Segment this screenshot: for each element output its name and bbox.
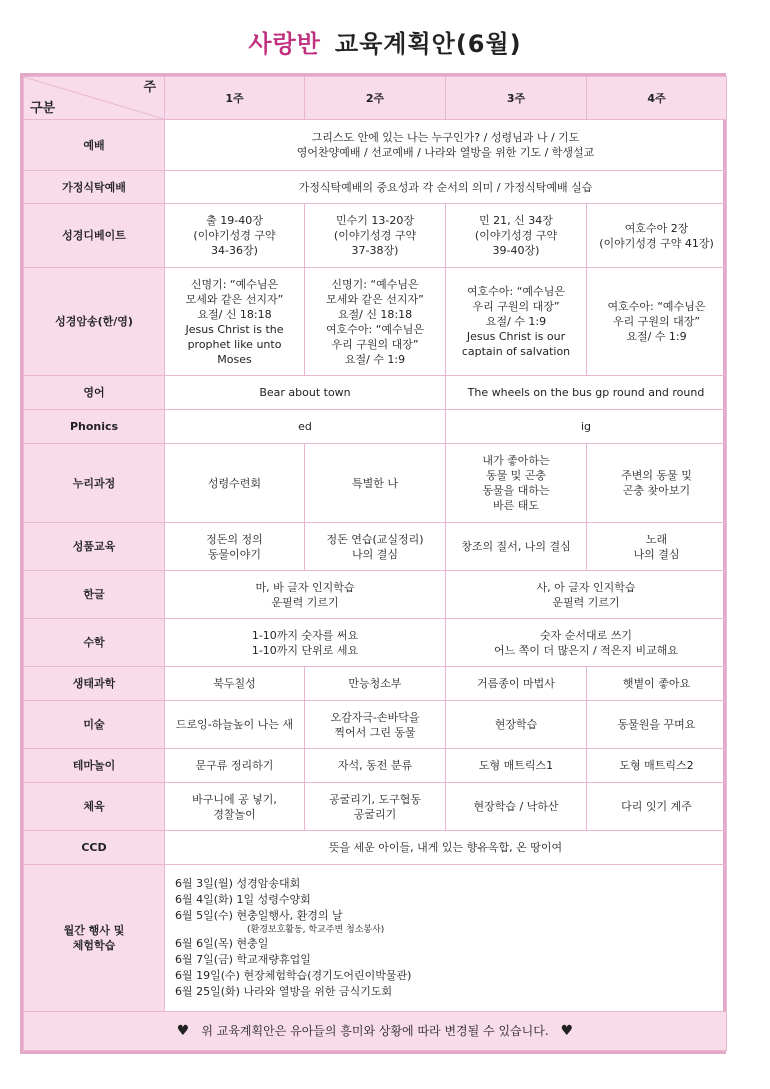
- cell: 자석, 동전 분류: [305, 749, 446, 783]
- row-label: 성경암송(한/영): [24, 268, 165, 376]
- cell-line: 신명기: “예수님은: [190, 277, 279, 291]
- cell: 성령수련회: [165, 444, 305, 523]
- footer-note: [24, 1012, 727, 1051]
- cell-line: 주변의 동물 및: [621, 469, 692, 482]
- cell: [165, 204, 305, 268]
- cell: [165, 268, 305, 376]
- cell-line: (이야기성경 구약 41장): [599, 236, 714, 250]
- cell: [587, 523, 727, 571]
- cell-line: 요절/ 수 1:9: [626, 330, 687, 343]
- cell-line: 영어찬양예배 / 선교예배 / 나라와 열방을 위한 기도 / 학생설교: [296, 146, 595, 159]
- cell: 문구류 정리하기: [165, 749, 305, 783]
- cell-line: 37-38장): [351, 244, 399, 257]
- cell-line: 우리 구원의 대장”: [472, 300, 560, 313]
- cell: 동물원을 꾸며요: [587, 701, 727, 749]
- cell-line: 운필력 기르기: [271, 595, 339, 609]
- cell: The wheels on the bus gp round and round: [446, 376, 727, 410]
- row-label: 가정식탁예배: [24, 171, 165, 204]
- cell-line: 여호수아: “예수님은: [467, 285, 565, 298]
- week-axis-label: 주: [143, 80, 156, 95]
- cell-line: 1-10까지 단위로 세요: [251, 643, 359, 657]
- cell: 햇볕이 좋아요: [587, 667, 727, 701]
- cell: 드로잉-하늘높이 나는 새: [165, 701, 305, 749]
- cell-line: 정돈의 정의: [206, 532, 263, 546]
- cell-line: 운필력 기르기: [552, 595, 620, 609]
- event-item: 6월 19일(수) 현장체험학습(경기도어린이박물관): [175, 969, 412, 982]
- week-header: 2주: [305, 77, 446, 120]
- cell-line: Jesus Christ is the: [185, 322, 284, 336]
- row-pe: [24, 783, 727, 831]
- plan-table: [23, 76, 727, 1051]
- cell-line: prophet like unto: [187, 337, 282, 351]
- footer-row: [24, 1012, 727, 1051]
- row-label: 한글: [24, 571, 165, 619]
- cell-line: 바른 태도: [492, 499, 539, 512]
- cell: ed: [165, 410, 446, 444]
- cell-line: 숫자 순서대로 쓰기: [539, 628, 632, 642]
- cell-line: Moses: [217, 352, 252, 366]
- cell-line: 정돈 연습(교실정리): [326, 532, 424, 546]
- row-phonics: [24, 410, 727, 444]
- row-label: 체육: [24, 783, 165, 831]
- cell-line: 모세와 같은 선지자”: [185, 292, 284, 306]
- row-english: [24, 376, 727, 410]
- row-label: 성경디베이트: [24, 204, 165, 268]
- title-text: 교육계획안(6월): [334, 30, 522, 58]
- week-header: 4주: [587, 77, 727, 120]
- plan-table-frame: [20, 73, 726, 1054]
- class-name: 사랑반: [248, 30, 321, 58]
- week-header: 1주: [165, 77, 305, 120]
- row-label: 테마놀이: [24, 749, 165, 783]
- row-hangul: [24, 571, 727, 619]
- cell: [165, 783, 305, 831]
- cell: [305, 523, 446, 571]
- cell-line: 어느 쪽이 더 많은지 / 적은지 비교해요: [493, 643, 679, 657]
- cell: 특별한 나: [305, 444, 446, 523]
- footer-text: 위 교육계획안은 유아들의 흥미와 상황에 따라 변경될 수 있습니다.: [201, 1023, 549, 1038]
- cell-line: 출 19-40장: [206, 214, 263, 227]
- cell-line: 모세와 같은 선지자”: [326, 292, 424, 306]
- cell: [446, 268, 587, 376]
- cell: 뜻을 세운 아이들, 내게 있는 향유옥합, 온 땅이여: [165, 831, 727, 865]
- heart-icon: ♥: [560, 1022, 574, 1039]
- event-item: 6월 5일(수) 현충일행사, 환경의 날: [175, 909, 343, 922]
- cell-line: 민수기 13-20장: [336, 214, 414, 227]
- cell: ig: [446, 410, 727, 444]
- cell-line: 곤충 찾아보기: [622, 484, 691, 497]
- row-label: Phonics: [24, 410, 165, 444]
- cell-line: (이야기성경 구약: [474, 229, 558, 242]
- row-theme: [24, 749, 727, 783]
- cell: [165, 619, 446, 667]
- cell-line: Jesus Christ is our: [466, 330, 566, 343]
- cell: 도형 매트릭스2: [587, 749, 727, 783]
- row-label: 미술: [24, 701, 165, 749]
- cell: [446, 204, 587, 268]
- cell-line: 여호수아: “예수님은: [326, 322, 424, 336]
- cell: [587, 268, 727, 376]
- week-header: 3주: [446, 77, 587, 120]
- cell-line: 요절/ 신 18:18: [197, 307, 272, 321]
- page-title: [0, 24, 770, 59]
- row-events: [24, 865, 727, 1012]
- row-label: [24, 865, 165, 1012]
- row-ccd: [24, 831, 727, 865]
- row-debate: [24, 204, 727, 268]
- cell-line: 공굴리기: [353, 807, 397, 821]
- event-item: 6월 4일(화) 1일 성령수양회: [175, 893, 311, 906]
- cell: [587, 444, 727, 523]
- cell: [305, 783, 446, 831]
- row-art: [24, 701, 727, 749]
- row-label-line: 월간 행사 및: [63, 924, 125, 937]
- cell: 거름종이 마법사: [446, 667, 587, 701]
- cell: 현장학습: [446, 701, 587, 749]
- cell: [587, 204, 727, 268]
- row-family: [24, 171, 727, 204]
- header-row: [24, 77, 727, 120]
- cell-line: 경찰놀이: [213, 807, 256, 821]
- cell-line: 바구니에 공 넣기,: [192, 792, 277, 806]
- cell: 다리 잇기 계주: [587, 783, 727, 831]
- category-axis-label: 구분: [30, 101, 56, 116]
- cell-line: 사, 아 글자 인지학습: [536, 580, 636, 594]
- cell-line: captain of salvation: [461, 345, 571, 358]
- cell-line: 39-40장): [492, 244, 540, 257]
- cell: [446, 444, 587, 523]
- cell-line: 나의 결심: [633, 547, 680, 561]
- cell: 도형 매트릭스1: [446, 749, 587, 783]
- cell-line: 여호수아 2장: [624, 221, 689, 235]
- cell-line: 요절/ 수 1:9: [344, 352, 406, 366]
- cell: [165, 571, 446, 619]
- cell: Bear about town: [165, 376, 446, 410]
- cell-line: 동물을 대하는: [482, 484, 550, 497]
- row-nuri: [24, 444, 727, 523]
- cell-line: 노래: [645, 532, 668, 546]
- cell-line: 우리 구원의 대장”: [612, 315, 701, 328]
- cell-line: 그리스도 안에 있는 나는 누구인가? / 성령님과 나 / 기도: [311, 131, 580, 144]
- cell-line: (이야기성경 구약: [193, 229, 276, 242]
- cell-line: 요절/ 수 1:9: [485, 315, 547, 328]
- row-math: [24, 619, 727, 667]
- row-label: 수학: [24, 619, 165, 667]
- cell: [446, 619, 727, 667]
- row-label-line: 체험학습: [72, 939, 116, 952]
- cell-line: 나의 결심: [351, 547, 398, 561]
- cell-line: (이야기성경 구약: [333, 229, 417, 242]
- cell: 현장학습 / 낙하산: [446, 783, 587, 831]
- cell: 가정식탁예배의 중요성과 각 순서의 의미 / 가정식탁예배 실습: [165, 171, 727, 204]
- cell: 북두칠성: [165, 667, 305, 701]
- row-eco: [24, 667, 727, 701]
- cell: [165, 120, 727, 171]
- cell-line: 마, 바 글자 인지학습: [255, 580, 355, 594]
- row-worship: [24, 120, 727, 171]
- cell-line: 내가 좋아하는: [482, 454, 550, 467]
- cell-line: 공굴리기, 도구협동: [328, 792, 421, 806]
- row-label: 성품교육: [24, 523, 165, 571]
- cell-line: 오감자극-손바닥을: [330, 710, 420, 724]
- cell: [305, 701, 446, 749]
- row-memory: [24, 268, 727, 376]
- cell-line: 민 21, 신 34장: [479, 214, 553, 227]
- cell-line: 34-36장): [211, 244, 258, 257]
- event-item: 6월 7일(금) 학교재량휴업일: [175, 953, 311, 966]
- corner-cell: [24, 77, 165, 120]
- cell: 창조의 질서, 나의 결심: [446, 523, 587, 571]
- row-label: 영어: [24, 376, 165, 410]
- row-label: 생태과학: [24, 667, 165, 701]
- event-item: 6월 25일(화) 나라와 열방을 위한 금식기도회: [175, 985, 393, 998]
- cell-line: 동물 및 곤충: [485, 469, 547, 482]
- events-list: [165, 865, 727, 1012]
- cell-line: 1-10까지 숫자를 써요: [251, 628, 359, 642]
- event-item: 6월 6일(목) 현충일: [175, 937, 269, 950]
- event-item: 6월 3일(월) 성경암송대회: [175, 877, 301, 890]
- cell: [305, 268, 446, 376]
- cell-line: 요절/ 신 18:18: [337, 307, 413, 321]
- cell-line: 동물이야기: [207, 547, 262, 561]
- cell-line: 찍어서 그린 동물: [334, 725, 416, 739]
- row-label: CCD: [24, 831, 165, 865]
- cell-line: 여호수아: “예수님은: [607, 300, 706, 313]
- cell: 만능청소부: [305, 667, 446, 701]
- row-label: 예배: [24, 120, 165, 171]
- cell: [305, 204, 446, 268]
- row-label: 누리과정: [24, 444, 165, 523]
- cell-line: 우리 구원의 대장”: [331, 337, 419, 351]
- event-item-note: (환경보호활동, 학교주변 청소봉사): [247, 925, 385, 935]
- cell: [165, 523, 305, 571]
- row-character: [24, 523, 727, 571]
- heart-icon: ♥: [176, 1022, 190, 1039]
- cell-line: 신명기: “예수님은: [331, 277, 419, 291]
- cell: [446, 571, 727, 619]
